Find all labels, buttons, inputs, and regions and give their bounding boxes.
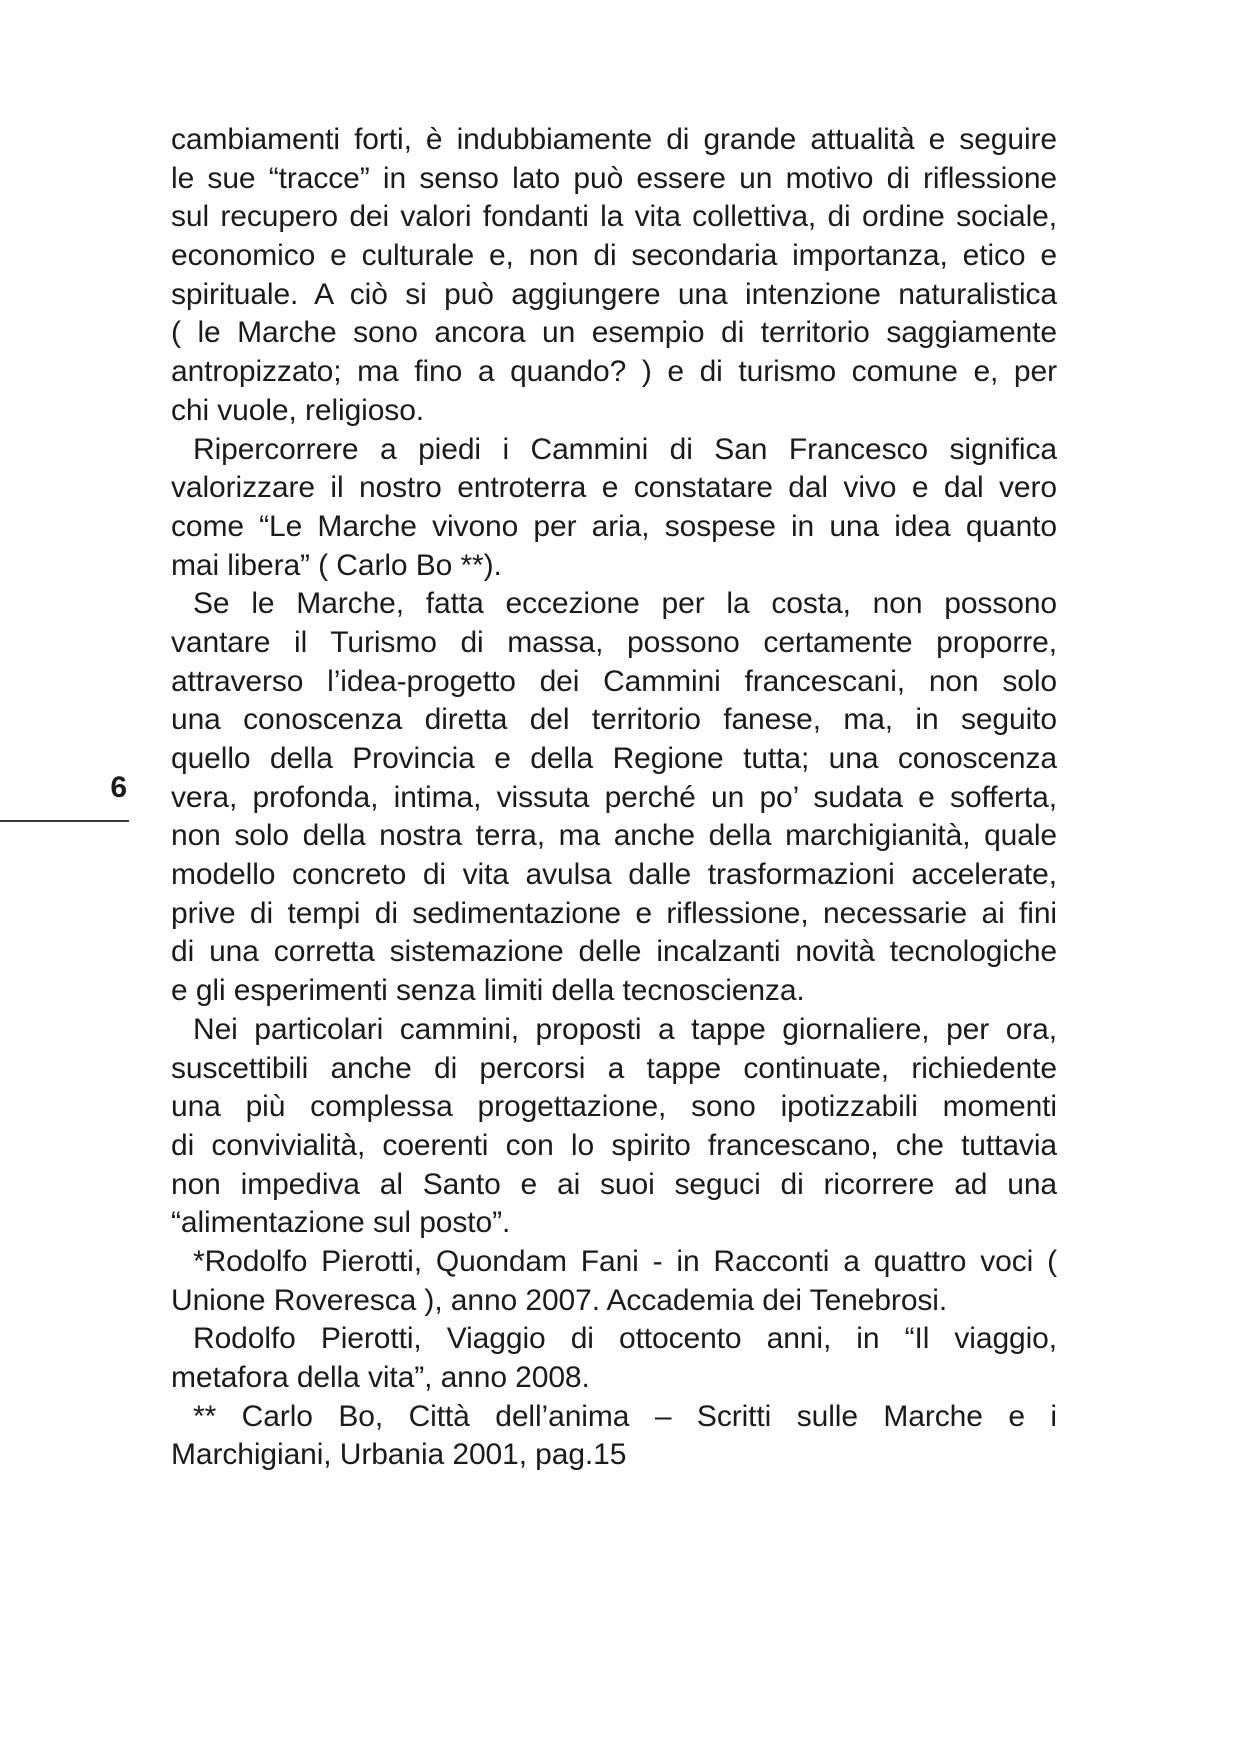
text-line: antropizzato; ma fino a quando? ) e di turismo comune e, per — [171, 355, 1057, 389]
text-line: chi vuole, religioso. — [171, 393, 425, 427]
text-line: vera, profonda, intima, vissuta perché un po’ sudata e sofferta, — [171, 780, 1057, 814]
text-line: economico e culturale e, non di secondaria importanza, etico e — [171, 239, 1057, 273]
text-line: valorizzare il nostro entroterra e constatare dal vivo e dal vero — [171, 471, 1057, 505]
text-line: quello della Provincia e della Regione tutta; una conoscenza — [171, 742, 1057, 775]
text-line: una conoscenza diretta del territorio fanese, ma, in seguito — [171, 703, 1057, 737]
page-number: 6 — [110, 771, 127, 804]
text-line: spirituale. A ciò si può aggiungere una intenzione naturalistica — [171, 277, 1057, 311]
text-line: Rodolfo Pierotti, Viaggio di ottocento anni, in “Il viaggio, — [193, 1322, 1057, 1356]
text-line: prive di tempi di sedimentazione e riflessione, necessarie ai fini — [171, 896, 1057, 930]
text-line: vantare il Turismo di massa, possono certamente proporre, — [171, 625, 1057, 659]
text-line: sul recupero dei valori fondanti la vita collettiva, di ordine sociale, — [171, 200, 1057, 234]
text-line: metafora della vita”, anno 2008. — [171, 1361, 590, 1394]
text-line: “alimentazione sul posto”. — [171, 1206, 511, 1240]
text-line: attraverso l’idea-progetto dei Cammini francescani, non solo — [171, 664, 1057, 698]
text-line: Se le Marche, fatta eccezione per la costa, non possono — [193, 587, 1057, 621]
margin-rule — [0, 820, 129, 822]
text-line: come “Le Marche vivono per aria, sospese in una idea quanto — [171, 509, 1057, 543]
text-line: e gli esperimenti senza limiti della tecnoscienza. — [171, 974, 805, 1008]
text-line: ** Carlo Bo, Città dell’anima – Scritti sulle Marche e i — [193, 1399, 1057, 1433]
text-line: ( le Marche sono ancora un esempio di territorio saggiamente — [171, 316, 1057, 350]
text-line: suscettibili anche di percorsi a tappe continuate, richiedente — [171, 1051, 1057, 1085]
text-line: cambiamenti forti, è indubbiamente di grande attualità e seguire — [171, 123, 1057, 156]
text-line: le sue “tracce” in senso lato può essere un motivo di riflessione — [171, 161, 1057, 195]
text-line: Nei particolari cammini, proposti a tappe giornaliere, per ora, — [193, 1012, 1057, 1046]
text-line: modello concreto di vita avulsa dalle trasformazioni accelerate, — [171, 858, 1057, 892]
text-line: non solo della nostra terra, ma anche della marchigianità, quale — [171, 819, 1057, 853]
text-line: Ripercorrere a piedi i Cammini di San Francesco significa — [193, 432, 1057, 466]
text-line: una più complessa progettazione, sono ipotizzabili momenti — [171, 1090, 1057, 1124]
body-text — [171, 121, 1057, 1475]
text-line: di una corretta sistemazione delle incalzanti novità tecnologiche — [171, 935, 1057, 969]
text-line: di convivialità, coerenti con lo spirito francescano, che tuttavia — [171, 1128, 1057, 1162]
text-line: non impediva al Santo e ai suoi seguci di ricorrere ad una — [171, 1167, 1057, 1201]
text-line: mai libera” ( Carlo Bo **). — [171, 548, 502, 582]
text-line: Marchigiani, Urbania 2001, pag.15 — [171, 1438, 627, 1472]
text-line: Unione Roveresca ), anno 2007. Accademia dei Tenebrosi. — [171, 1283, 948, 1317]
text-line: *Rodolfo Pierotti, Quondam Fani - in Racconti a quattro voci ( — [193, 1244, 1057, 1278]
